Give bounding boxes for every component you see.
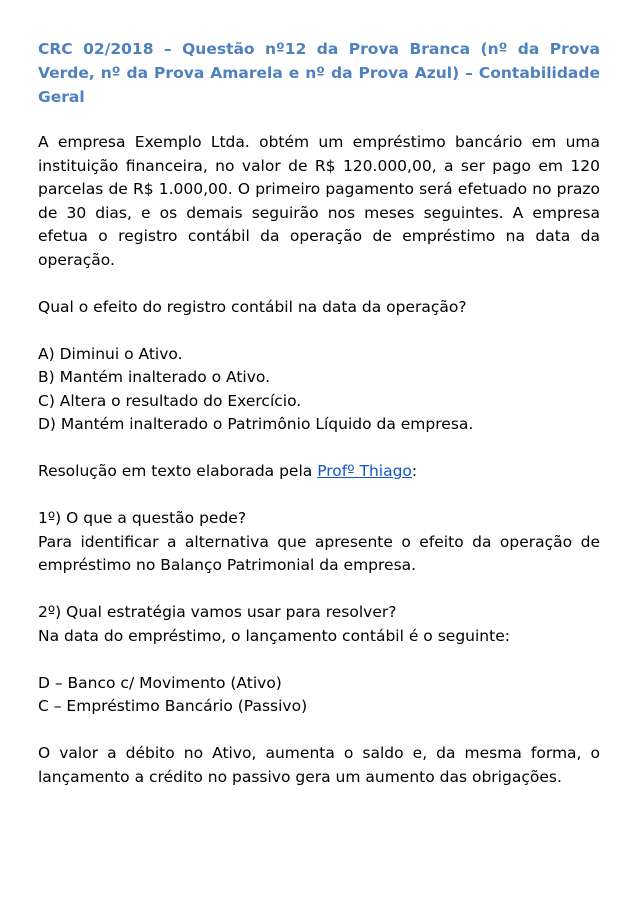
conclusion-text: O valor a débito no Ativo, aumenta o saldo e, da mesma forma, o lançamento a crédito no passivo gera um aumento das obrigações.	[38, 744, 600, 786]
spacer	[38, 272, 600, 296]
option-b: B) Mantém inalterado o Ativo.	[38, 368, 271, 386]
document-page	[38, 37, 600, 789]
spacer	[38, 719, 600, 743]
option-a: A) Diminui o Ativo.	[38, 344, 183, 363]
question-statement: A empresa Exemplo Ltda. obtém um empréstimo bancário em uma instituição financeira, no valor de R$ 120.000,00, a ser pago em 120 parcelas de R$ 1.000,00. O primeiro pagamento será efetuado no prazo de 30 dias, e os demais seguirão nos meses seguintes. A empresa efetua o registro contábil da operação de empréstimo na data da operação.	[38, 133, 600, 269]
step1-heading: 1º) O que a questão pede?	[38, 509, 247, 527]
spacer	[38, 437, 600, 461]
step1-text: Para identificar a alternativa que apresente o efeito da operação de empréstimo no Balanço Patrimonial da empresa.	[38, 532, 600, 574]
option-d: D) Mantém inalterado o Patrimônio Líquido da empresa.	[38, 415, 474, 433]
question-title: CRC 02/2018 – Questão nº12 da Prova Branca (nº da Prova Verde, nº da Prova Amarela e nº da Prova Azul) – Contabilidade Geral	[38, 40, 600, 106]
debit-entry: D – Banco c/ Movimento (Ativo)	[38, 673, 282, 692]
resolution-prefix: Resolução em texto elaborada pela	[38, 462, 318, 480]
credit-entry: C – Empréstimo Bancário (Passivo)	[38, 697, 308, 715]
spacer	[38, 109, 600, 131]
option-c: C) Altera o resultado do Exercício.	[38, 391, 302, 410]
resolution-credit	[38, 460, 600, 484]
spacer	[38, 648, 600, 672]
author-link[interactable]: Profº Thiago	[317, 462, 412, 480]
spacer	[38, 484, 600, 508]
question-prompt: Qual o efeito do registro contábil na data da operação?	[38, 297, 467, 316]
spacer	[38, 578, 600, 602]
resolution-suffix: :	[411, 462, 418, 480]
answer-options	[38, 343, 600, 437]
step2-text: Na data do empréstimo, o lançamento contábil é o seguinte:	[38, 626, 510, 645]
accounting-entries	[38, 672, 600, 719]
spacer	[38, 319, 600, 343]
step2-heading: 2º) Qual estratégia vamos usar para resolver?	[38, 603, 397, 621]
